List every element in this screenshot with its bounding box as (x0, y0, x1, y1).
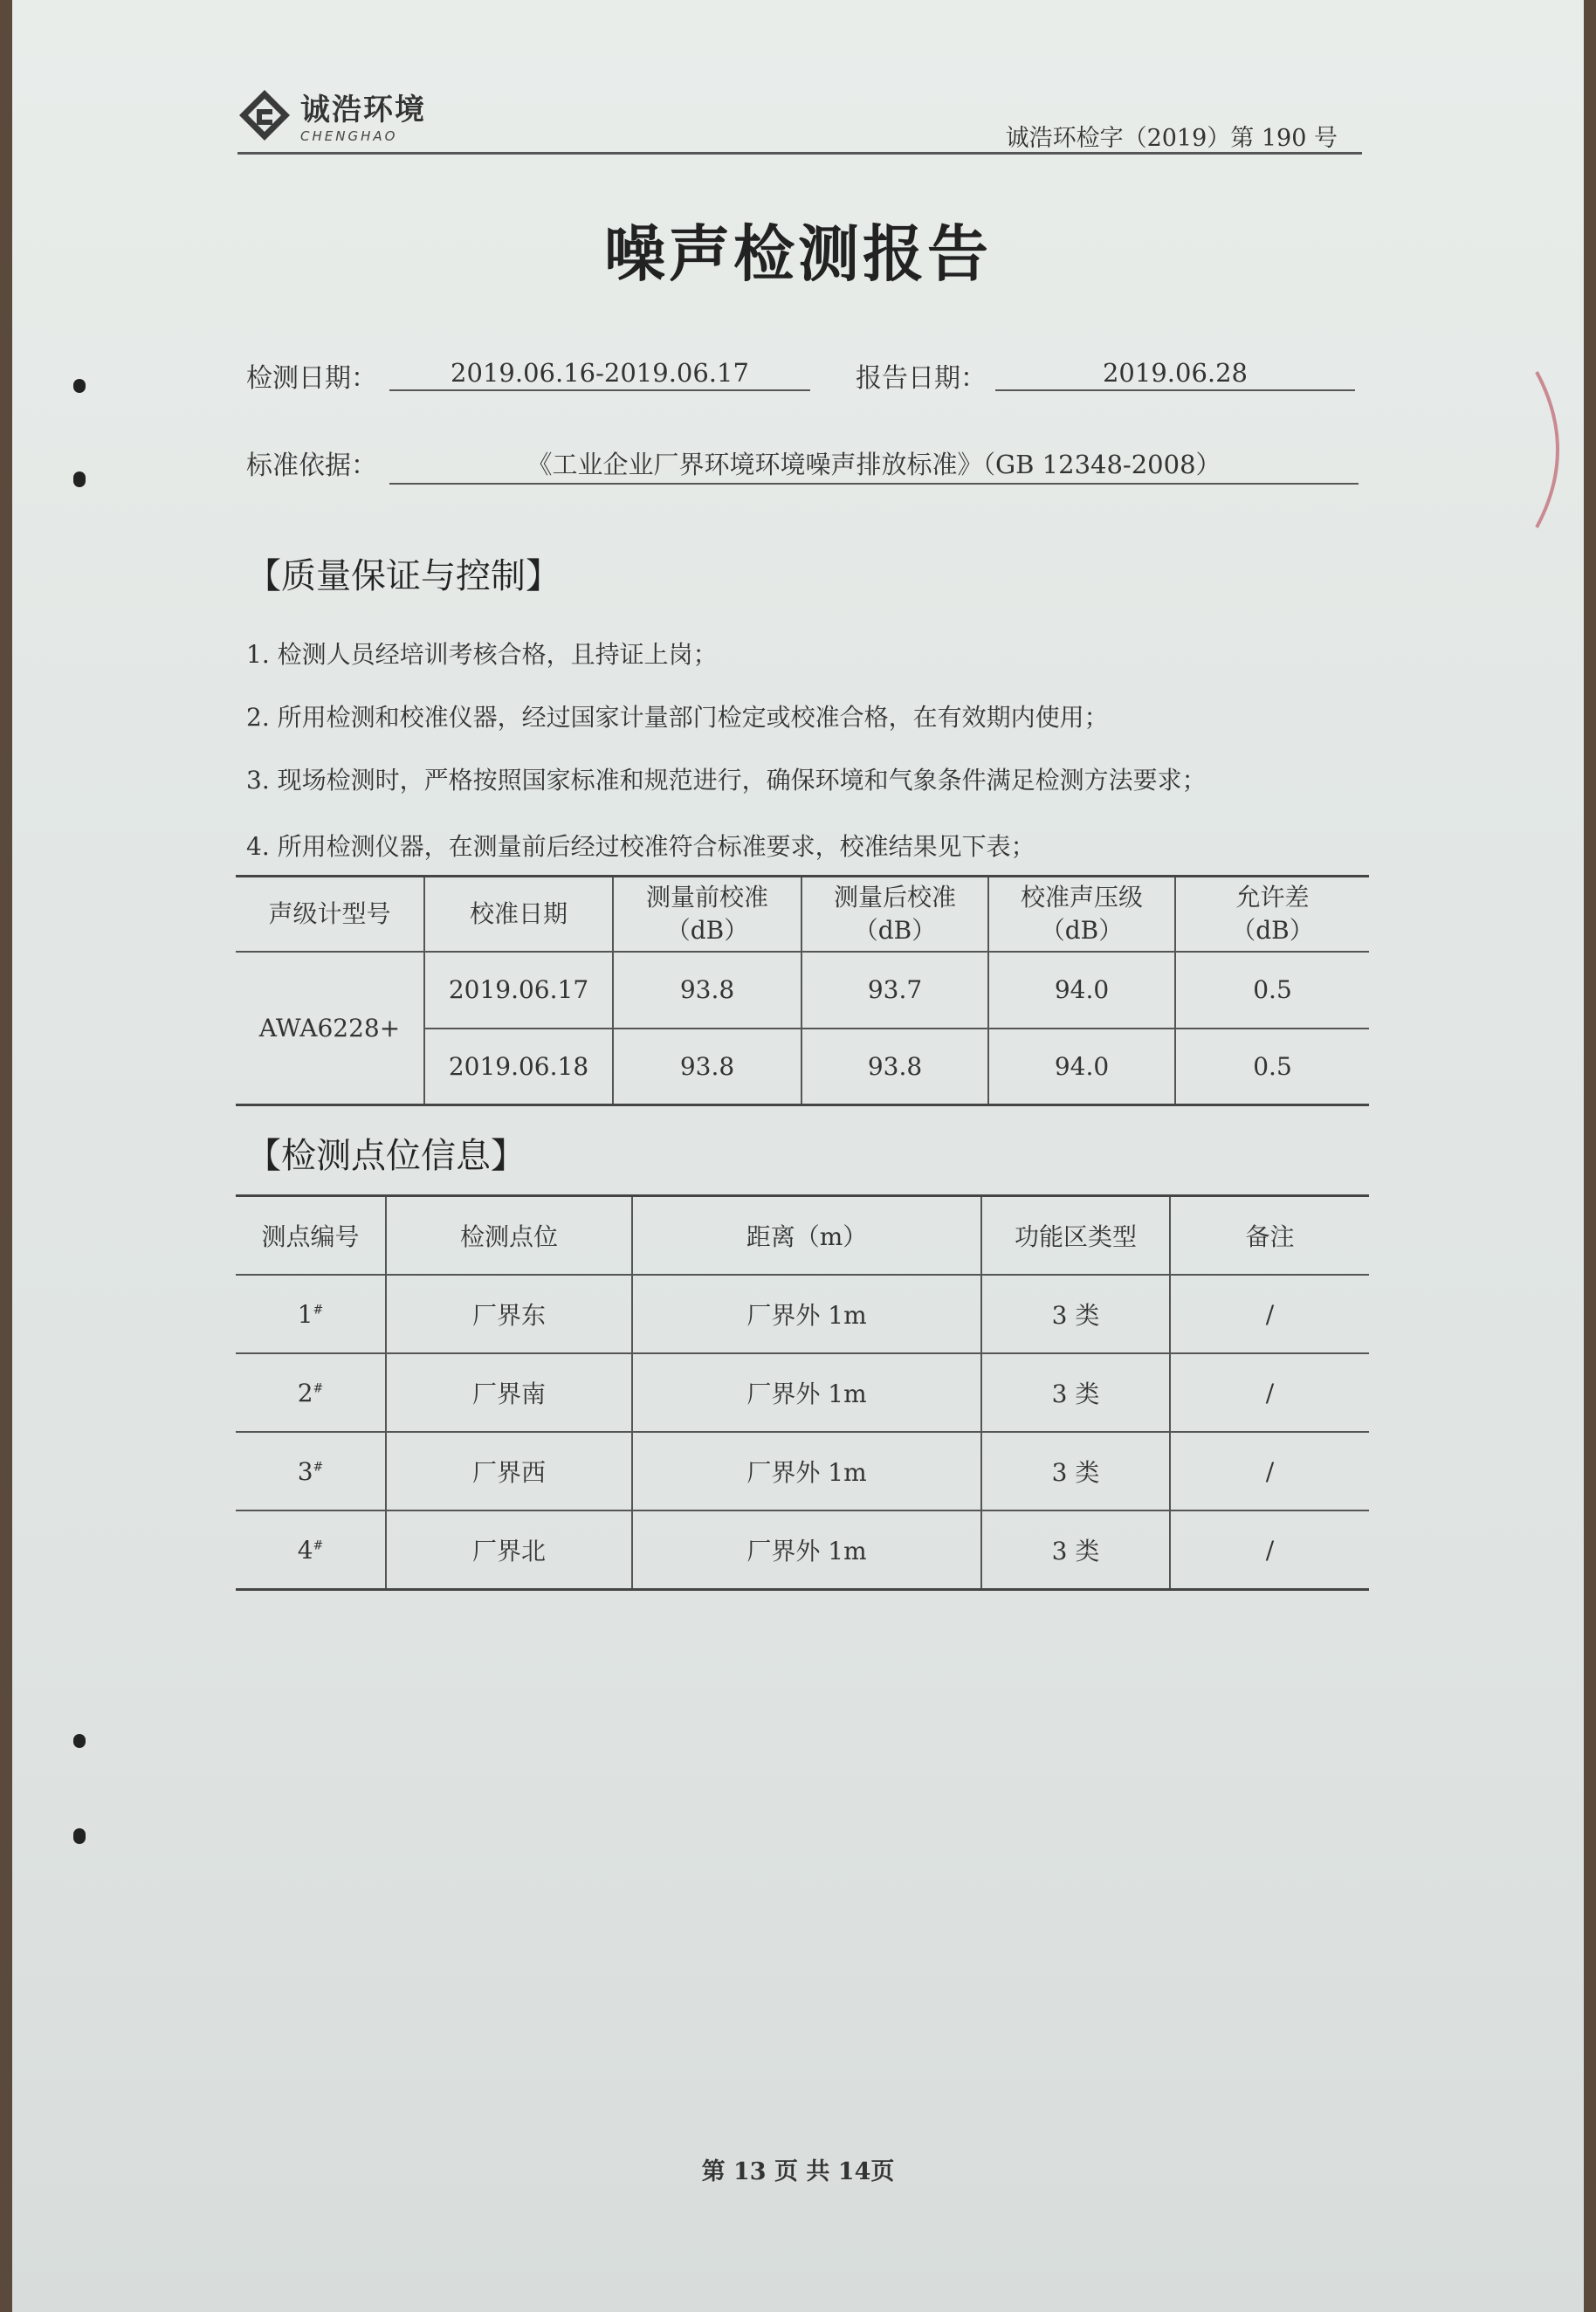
table-row (236, 1510, 1369, 1590)
col-header: 声级计型号 (236, 877, 424, 952)
table-cell: 3 类 (981, 1275, 1170, 1353)
table-cell: 厂界南 (386, 1353, 632, 1432)
col-header: 测量后校准 （dB） (801, 877, 988, 952)
table-cell: 3 类 (981, 1432, 1170, 1510)
point-number: 2# (236, 1353, 386, 1432)
table-cell: 0.5 (1175, 952, 1369, 1029)
table-cell: 厂界外 1m (632, 1432, 981, 1510)
table-row (236, 1275, 1369, 1353)
table-cell: 厂界北 (386, 1510, 632, 1590)
table-cell: / (1170, 1275, 1369, 1353)
meter-model: AWA6228+ (236, 952, 424, 1105)
page-number: 第 13 页 共 14页 (701, 2158, 895, 2185)
col-header: 允许差 （dB） (1175, 877, 1369, 952)
col-header: 备注 (1170, 1196, 1369, 1276)
binding-hole (73, 379, 86, 393)
table-cell: 0.5 (1175, 1029, 1369, 1105)
report-date-label: 报告日期： (856, 363, 987, 394)
qa-section-heading: 【质量保证与控制】 (246, 556, 561, 596)
point-number: 3# (236, 1432, 386, 1510)
table-row (236, 1432, 1369, 1510)
table-cell: 厂界外 1m (632, 1353, 981, 1432)
qa-item: 4. 所用检测仪器，在测量前后经过校准符合标准要求，校准结果见下表； (246, 832, 1035, 861)
table-cell: / (1170, 1510, 1369, 1590)
table-row (236, 952, 1369, 1029)
table-cell: 93.8 (801, 1029, 988, 1105)
binding-hole (73, 1734, 86, 1748)
point-number: 1# (236, 1275, 386, 1353)
col-header: 校准日期 (424, 877, 613, 952)
table-cell: 93.7 (801, 952, 988, 1029)
table-cell: 93.8 (613, 1029, 801, 1105)
company-logo (237, 86, 426, 144)
table-cell: 2019.06.17 (424, 952, 613, 1029)
standard-value: 《工业企业厂界环境环境噪声排放标准》（GB 12348-2008） (389, 445, 1359, 485)
table-cell: 厂界西 (386, 1432, 632, 1510)
col-header: 测量前校准 （dB） (613, 877, 801, 952)
table-cell: 3 类 (981, 1510, 1170, 1590)
table-cell: 94.0 (988, 1029, 1175, 1105)
table-cell: 3 类 (981, 1353, 1170, 1432)
standard-label: 标准依据： (246, 451, 377, 481)
point-number: 4# (236, 1510, 386, 1590)
points-header-row (236, 1196, 1369, 1276)
test-date-value: 2019.06.16-2019.06.17 (389, 358, 810, 391)
test-date-label: 检测日期： (246, 363, 377, 394)
table-cell: / (1170, 1353, 1369, 1432)
col-header: 功能区类型 (981, 1196, 1170, 1276)
table-cell: 2019.06.18 (424, 1029, 613, 1105)
report-date-value: 2019.06.28 (995, 358, 1355, 391)
qa-item: 1. 检测人员经培训考核合格，且持证上岗； (246, 640, 718, 669)
table-row (236, 1353, 1369, 1432)
document-number: 诚浩环检字（2019）第 190 号 (1005, 125, 1338, 152)
calibration-header-row (236, 877, 1369, 952)
monitoring-points-table (236, 1194, 1369, 1591)
table-cell: 93.8 (613, 952, 801, 1029)
table-cell: 厂界外 1m (632, 1275, 981, 1353)
binding-hole (73, 1828, 86, 1844)
logo-chinese-name: 诚浩环境 (300, 93, 426, 127)
report-page (12, 0, 1584, 2312)
points-section-heading: 【检测点位信息】 (246, 1136, 526, 1176)
col-header: 检测点位 (386, 1196, 632, 1276)
header-divider (237, 152, 1362, 155)
col-header: 测点编号 (236, 1196, 386, 1276)
table-cell: 厂界东 (386, 1275, 632, 1353)
col-header: 距离（m） (632, 1196, 981, 1276)
page-title: 噪声检测报告 (604, 218, 992, 290)
company-logo-icon (237, 88, 292, 142)
qa-item: 3. 现场检测时，严格按照国家标准和规范进行，确保环境和气象条件满足检测方法要求； (246, 766, 1207, 795)
qa-item: 2. 所用检测和校准仪器，经过国家计量部门检定或校准合格，在有效期内使用； (246, 703, 1109, 732)
calibration-table (236, 875, 1369, 1106)
col-header: 校准声压级 （dB） (988, 877, 1175, 952)
binding-hole (73, 471, 86, 487)
logo-english-name: CHENGHAO (300, 128, 398, 144)
table-cell: / (1170, 1432, 1369, 1510)
table-cell: 厂界外 1m (632, 1510, 981, 1590)
seal-stamp-edge (1531, 367, 1584, 533)
table-cell: 94.0 (988, 952, 1175, 1029)
